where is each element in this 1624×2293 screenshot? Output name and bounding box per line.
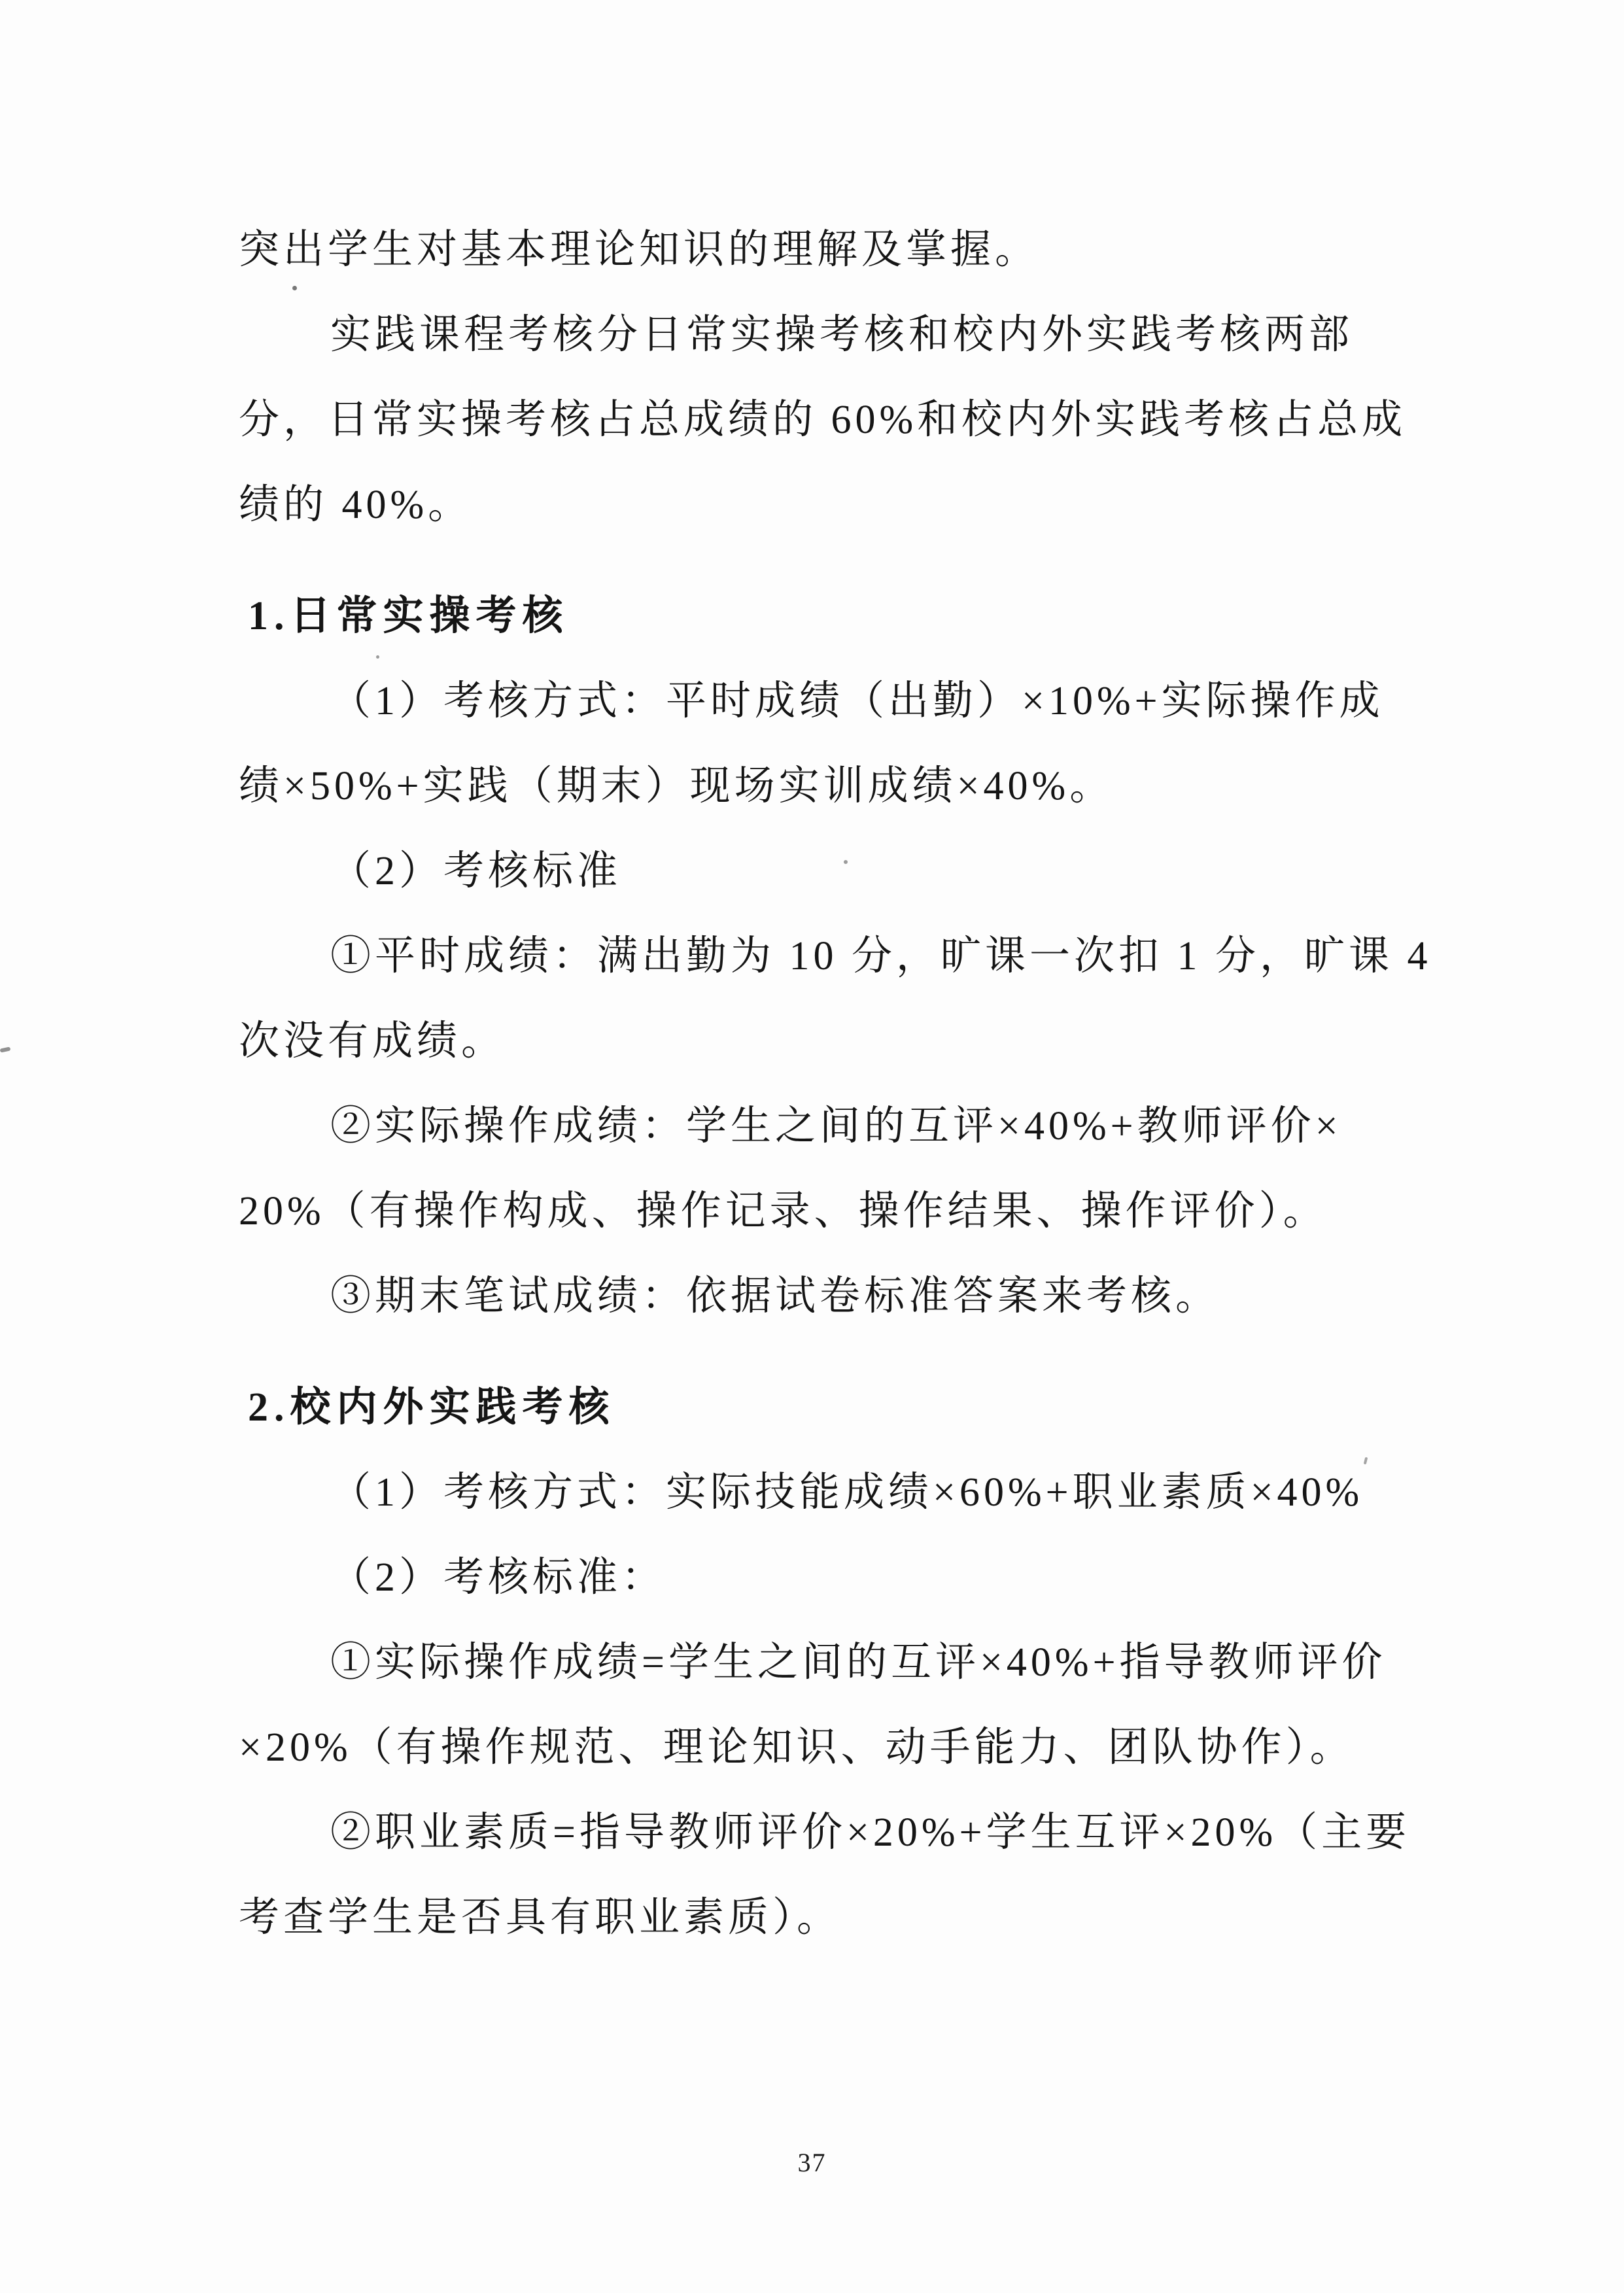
scan-speck	[0, 1046, 10, 1052]
scan-speck	[376, 655, 379, 659]
text-line: 考查学生是否具有职业素质）。	[239, 1895, 842, 1940]
text-line: ①实际操作成绩=学生之间的互评×40%+指导教师评价	[330, 1640, 1387, 1685]
section-heading: 2.校内外实践考核	[248, 1385, 615, 1430]
text-line: 分，日常实操考核占总成绩的 60%和校内外实践考核占总成	[239, 398, 1407, 442]
text-line: 绩×50%+实践（期末）现场实训成绩×40%。	[239, 764, 1114, 808]
scan-speck	[844, 860, 848, 864]
text-line: （1）考核方式：平时成绩（出勤）×10%+实际操作成	[330, 679, 1384, 723]
text-line: 突出学生对基本理论知识的理解及掌握。	[239, 228, 1040, 272]
text-line: （2）考核标准	[330, 849, 622, 893]
text-line: （2）考核标准：	[330, 1555, 666, 1600]
text-line: ③期末笔试成绩：依据试卷标准答案来考核。	[330, 1274, 1220, 1319]
text-line: ②实际操作成绩：学生之间的互评×40%+教师评价×	[330, 1104, 1342, 1148]
text-line: 20%（有操作构成、操作记录、操作结果、操作评价）。	[239, 1189, 1328, 1233]
section-heading: 1.日常实操考核	[248, 594, 569, 638]
text-line: （1）考核方式：实际技能成绩×60%+职业素质×40%	[330, 1470, 1364, 1515]
text-line: 绩的 40%。	[239, 483, 473, 527]
text-line: ×20%（有操作规范、理论知识、动手能力、团队协作）。	[239, 1725, 1355, 1770]
text-line: 实践课程考核分日常实操考核和校内外实践考核两部	[330, 313, 1354, 357]
page-number: 37	[797, 2148, 827, 2177]
document-content	[239, 207, 1432, 1960]
text-line: ②职业素质=指导教师评价×20%+学生互评×20%（主要	[330, 1810, 1411, 1855]
text-line: 次没有成绩。	[239, 1019, 506, 1063]
scan-speck	[292, 286, 297, 290]
text-line: ①平时成绩：满出勤为 10 分，旷课一次扣 1 分，旷课 4	[330, 934, 1432, 978]
